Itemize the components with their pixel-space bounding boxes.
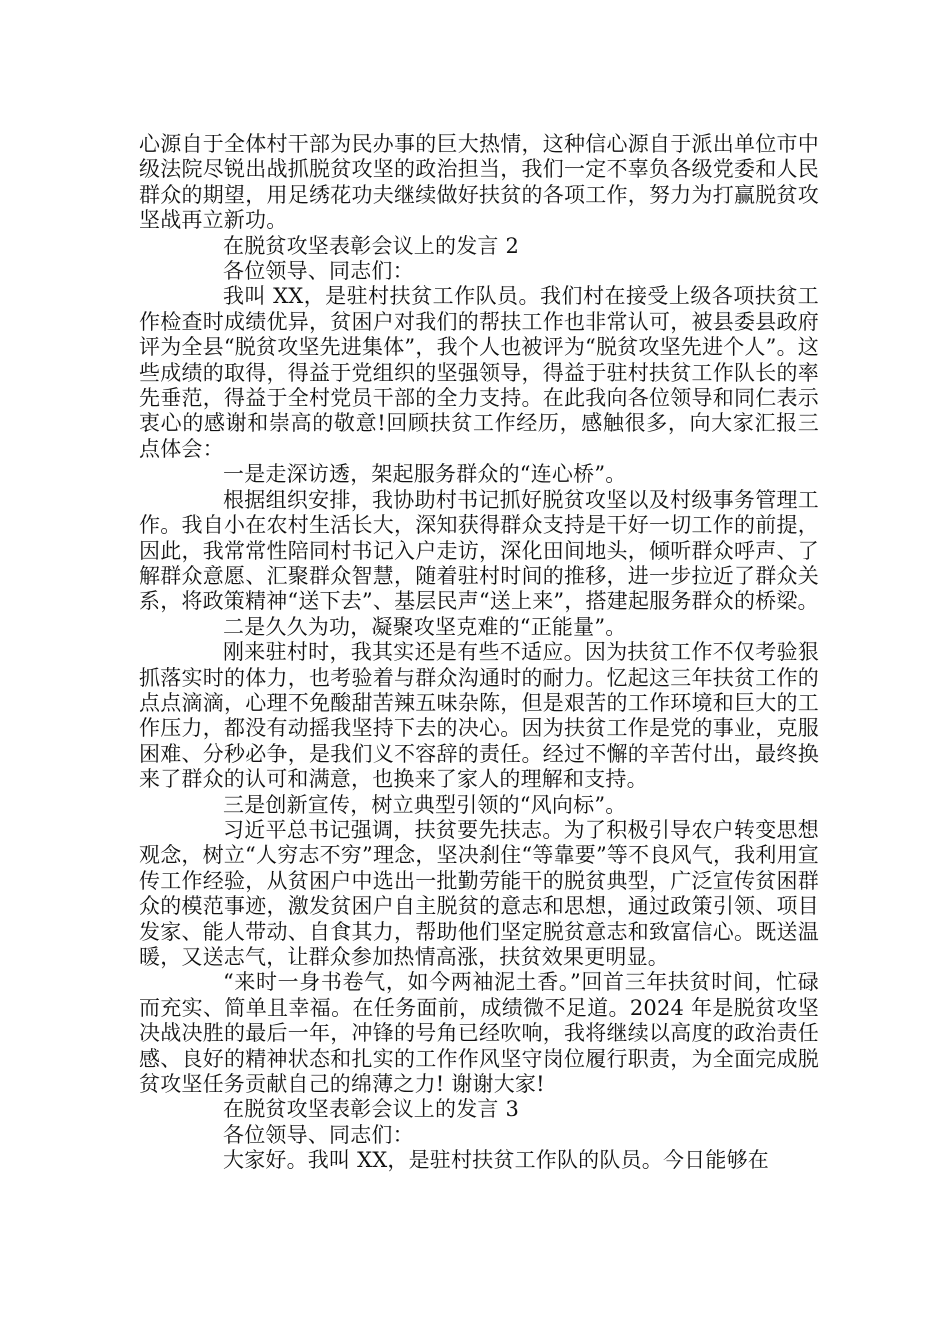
paragraph-point-3: 习近平总书记强调，扶贫要先扶志。为了积极引导农户转变思想观念，树立“人穷志不穷”理念，坚决刹住“等靠要”等不良风气，我利用宣传工作经验，从贫困户中选出一批勤劳能干的脱贫典型，广泛宣传贫困群众的模范事迹，激发贫困户自主脱贫的意志和思想，通过政策引领、项目发家、能人带动、自食其力，帮助他们坚定脱贫意志和致富信心。既送温暖，又送志气，让群众参加热情高涨，扶贫效果更明显。 xyxy=(139,817,819,969)
paragraph-point-1: 根据组织安排，我协助村书记抓好脱贫攻坚以及村级事务管理工作。我自小在农村生活长大，深知获得群众支持是干好一切工作的前提，因此，我常常性陪同村书记入户走访，深化田间地头，倾听群众呼声、了解群众意愿、汇聚群众智慧，随着驻村时间的推移，进一步拉近了群众关系，将政策精神“送下去”、基层民声“送上来”，搭建起服务群众的桥梁。 xyxy=(139,487,819,614)
salutation: 各位领导、同志们： xyxy=(223,1122,414,1147)
point-heading-2: 二是久久为功，凝聚攻坚克难的“正能量”。 xyxy=(223,614,627,639)
paragraph-closing: “来时一身书卷气，如今两袖泥土香。”回首三年扶贫时间，忙碌而充实、简单且幸福。在任务面前，成绩微不足道。2024 年是脱贫攻坚决战决胜的最后一年，冲锋的号角已经吹响，我将继续以高度的政治责任感、良好的精神状态和扎实的工作作风坚守岗位履行职责，为全面完成脱贫攻坚任务贡献自己的绵薄之力! 谢谢大家! xyxy=(139,970,819,1097)
point-heading-1: 一是走深访透，架起服务群众的“连心桥”。 xyxy=(223,462,627,487)
document-body xyxy=(139,132,819,1174)
section-heading-speech-3: 在脱贫攻坚表彰会议上的发言 3 xyxy=(223,1097,520,1122)
section-heading-speech-2: 在脱贫攻坚表彰会议上的发言 2 xyxy=(223,233,520,258)
paragraph-continuation: 心源自于全体村干部为民办事的巨大热情，这种信心源自于派出单位市中级法院尽锐出战抓脱贫攻坚的政治担当，我们一定不辜负各级党委和人民群众的期望，用足绣花功夫继续做好扶贫的各项工作，努力为打赢脱贫攻坚战再立新功。 xyxy=(139,132,819,233)
paragraph-point-2: 刚来驻村时，我其实还是有些不适应。因为扶贫工作不仅考验狠抓落实时的体力，也考验着与群众沟通时的耐力。忆起这三年扶贫工作的点点滴滴，心理不免酸甜苦辣五味杂陈，但是艰苦的工作环境和巨大的工作压力，都没有动摇我坚持下去的决心。因为扶贫工作是党的事业，克服困难、分秒必争，是我们义不容辞的责任。经过不懈的辛苦付出，最终换来了群众的认可和满意，也换来了家人的理解和支持。 xyxy=(139,640,819,792)
paragraph-intro: 我叫 XX，是驻村扶贫工作队员。我们村在接受上级各项扶贫工作检查时成绩优异，贫困户对我们的帮扶工作也非常认可，被县委县政府评为全县“脱贫攻坚先进集体”，我个人也被评为“脱贫攻坚先进个人”。这些成绩的取得，得益于党组织的坚强领导，得益于驻村扶贫工作队长的率先垂范，得益于全村党员干部的全力支持。在此我向各位领导和同仁表示衷心的感谢和崇高的敬意!回顾扶贫工作经历，感触很多，向大家汇报三点体会： xyxy=(139,284,819,461)
point-heading-3: 三是创新宣传，树立典型引领的“风向标”。 xyxy=(223,792,627,817)
paragraph-intro: 大家好。我叫 XX，是驻村扶贫工作队的队员。今日能够在 xyxy=(223,1148,769,1173)
salutation: 各位领导、同志们： xyxy=(223,259,414,284)
